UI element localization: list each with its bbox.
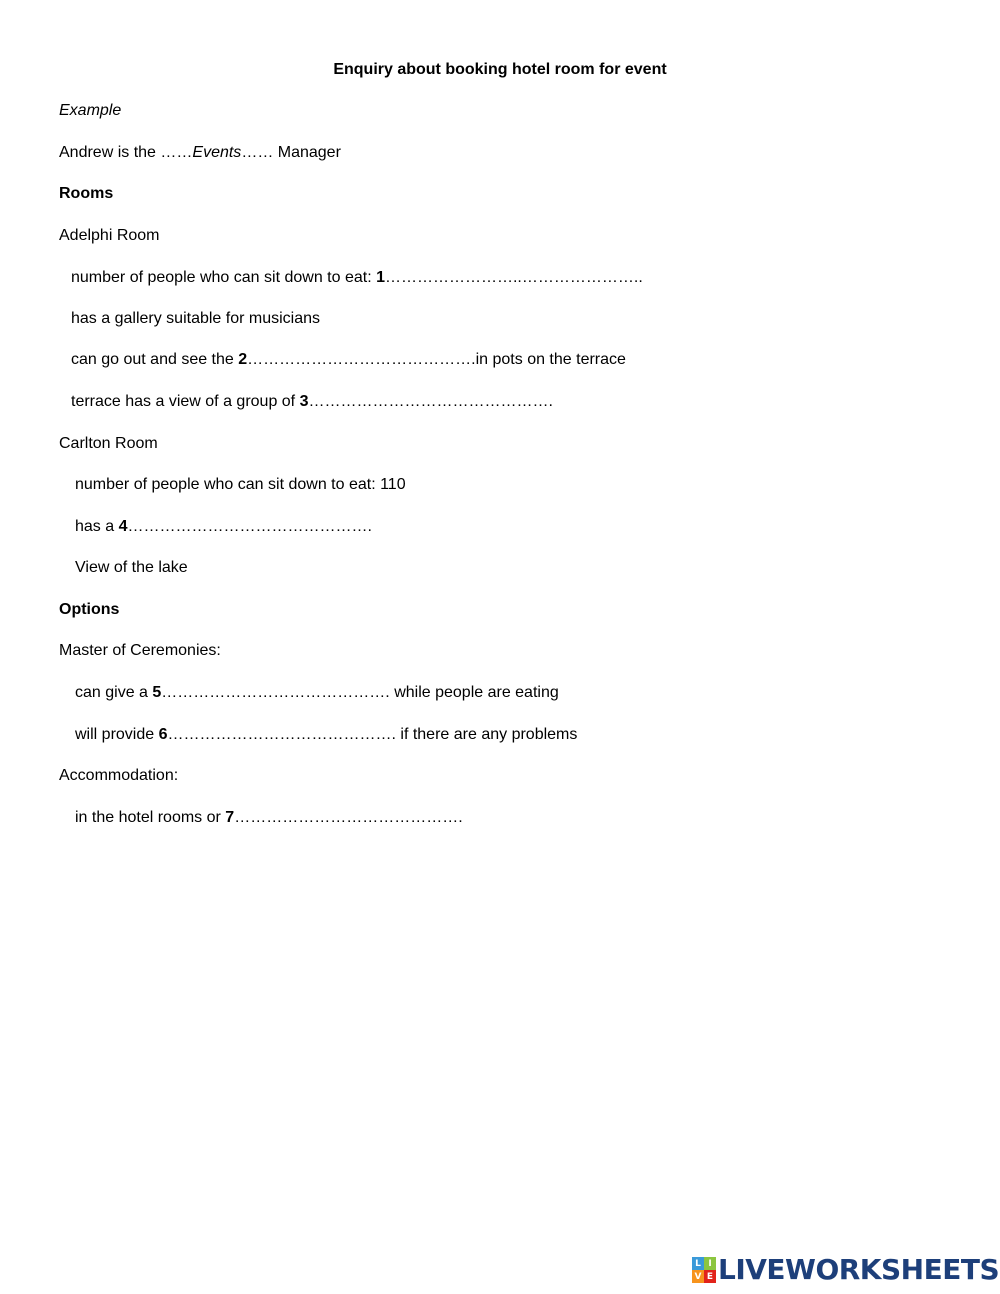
q1-blank[interactable]: ……………………..…………………..	[384, 269, 643, 286]
q7-number: 7	[225, 809, 235, 826]
q5-text: can give a	[75, 684, 153, 701]
q4-number: 4	[118, 518, 128, 535]
logo-mark-icon	[692, 1257, 716, 1283]
q1-text: number of people who can sit down to eat:	[71, 269, 377, 286]
question-5	[75, 683, 559, 703]
logo-mark-v: V	[692, 1270, 704, 1283]
logo-mark-i: I	[704, 1257, 716, 1270]
mc-label: Master of Ceremonies:	[59, 642, 221, 659]
q1-number: 1	[376, 269, 385, 286]
q6-blank[interactable]: ……………………………………. if there are any problems	[167, 726, 578, 743]
q4-text: has a	[75, 518, 119, 535]
q3-number: 3	[299, 393, 309, 410]
example-answer: Events	[192, 144, 242, 161]
accommodation-label: Accommodation:	[59, 767, 179, 784]
question-3	[71, 392, 553, 412]
logo-text: LIVEWORKSHEETS	[718, 1253, 1000, 1286]
q2-text: can go out and see the	[71, 351, 239, 368]
question-1	[71, 268, 643, 288]
adelphi-gallery: has a gallery suitable for musicians	[71, 310, 321, 327]
example-sentence	[59, 143, 341, 163]
carlton-capacity: number of people who can sit down to eat: 110	[75, 476, 406, 493]
q3-blank[interactable]: ……………………………………….	[308, 393, 553, 410]
options-heading: Options	[59, 601, 120, 618]
example-pre: Andrew is the ……	[59, 144, 193, 161]
logo-mark-l: L	[692, 1257, 704, 1270]
q5-number: 5	[152, 684, 162, 701]
adelphi-room-name: Adelphi Room	[59, 227, 160, 244]
rooms-heading: Rooms	[59, 185, 114, 202]
question-7	[75, 808, 463, 828]
question-4	[75, 517, 372, 537]
question-2	[71, 350, 626, 370]
q6-text: will provide	[75, 726, 159, 743]
q5-blank[interactable]: ……………………………………. while people are eating	[161, 684, 559, 701]
q4-blank[interactable]: ……………………………………….	[127, 518, 372, 535]
liveworksheets-logo	[692, 1255, 999, 1285]
q7-blank[interactable]: …………………………………….	[234, 809, 463, 826]
carlton-view: View of the lake	[75, 559, 188, 576]
page-title: Enquiry about booking hotel room for event	[333, 61, 667, 78]
q3-text: terrace has a view of a group of	[71, 393, 300, 410]
logo-mark-e: E	[704, 1270, 716, 1283]
example-post: …… Manager	[241, 144, 341, 161]
carlton-room-name: Carlton Room	[59, 435, 158, 452]
q2-number: 2	[238, 351, 248, 368]
q7-text: in the hotel rooms or	[75, 809, 226, 826]
q6-number: 6	[158, 726, 168, 743]
question-6	[75, 725, 577, 745]
example-label: Example	[59, 102, 122, 119]
q2-blank[interactable]: …………………………………….in pots on the terrace	[247, 351, 626, 368]
